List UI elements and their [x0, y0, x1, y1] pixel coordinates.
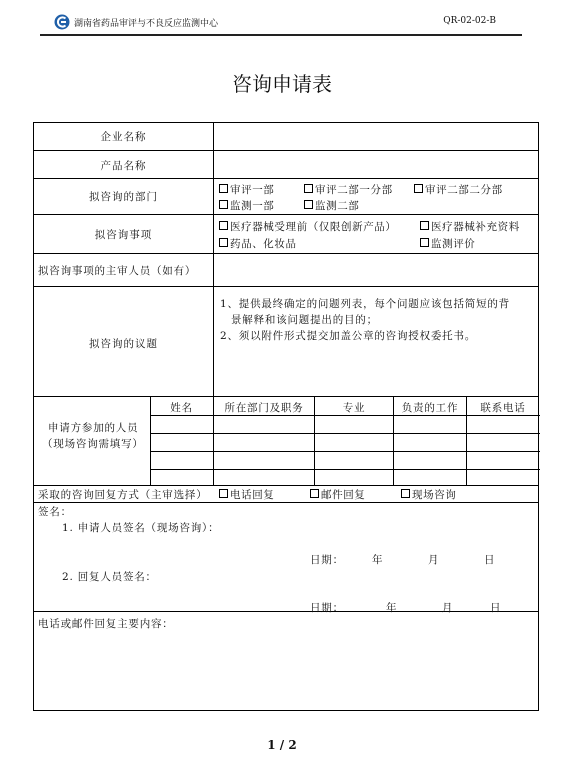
company-name-label: 企业名称: [100, 131, 147, 143]
reply-content-label: 电话或邮件回复主要内容：: [38, 618, 174, 630]
checkbox-matter-device-supp[interactable]: 医疗器械补充资料: [420, 219, 520, 234]
page-header: [40, 8, 522, 36]
participants-label: 申请方参加的人员: [48, 422, 139, 434]
date-label-1: 日期：: [310, 554, 344, 566]
department-label: 拟咨询的部门: [89, 191, 158, 203]
application-form: [33, 122, 539, 711]
col-header-name: 姓名: [170, 402, 193, 414]
checkbox-icon: [304, 184, 313, 193]
col-header-duty: 负责的工作: [401, 402, 459, 414]
checkbox-matter-drug[interactable]: 药品、化妆品: [219, 236, 297, 251]
page-title: 咨询申请表: [232, 72, 332, 96]
year-label-2: 年: [386, 602, 398, 614]
product-name-label: 产品名称: [100, 160, 147, 172]
col-header-dept: 所在部门及职务: [224, 402, 304, 414]
checkbox-dept-monitor1[interactable]: 监测一部: [219, 198, 274, 213]
logo-icon: [54, 14, 70, 30]
month-label-1: 月: [428, 554, 440, 566]
company-name-field[interactable]: [214, 124, 538, 149]
checkbox-matter-device-pre[interactable]: 医疗器械受理前（仅限创新产品）: [219, 219, 397, 234]
reviewer-label: 拟咨询事项的主审人员（如有）: [38, 265, 197, 277]
checkbox-icon: [420, 221, 429, 230]
checkbox-reply-phone[interactable]: 电话回复: [219, 487, 274, 502]
responder-signature-label: 2. 回复人员签名：: [62, 571, 157, 583]
checkbox-icon: [414, 184, 423, 193]
checkbox-icon: [219, 221, 228, 230]
checkbox-dept-monitor2[interactable]: 监测二部: [304, 198, 359, 213]
checkbox-icon: [219, 489, 228, 498]
applicant-signature-label: 1. 申请人员签名（现场咨询）：: [62, 522, 220, 534]
date-label-2: 日期：: [310, 602, 344, 614]
org-name: 湖南省药品审评与不良反应监测中心: [74, 19, 219, 29]
checkbox-icon: [401, 489, 410, 498]
reviewer-field[interactable]: [214, 255, 538, 285]
checkbox-dept-review1[interactable]: 审评一部: [219, 182, 274, 197]
checkbox-icon: [304, 200, 313, 209]
page-number: 1 / 2: [267, 738, 297, 752]
col-header-phone: 联系电话: [480, 402, 526, 414]
year-label-1: 年: [372, 554, 384, 566]
doc-code: QR-02-02-B: [443, 16, 496, 26]
participants-note: （现场咨询需填写）: [42, 438, 144, 450]
topic-note-1: 1、提供最终确定的问题列表，每个问题应该包括简短的背: [220, 298, 510, 310]
checkbox-reply-onsite[interactable]: 现场咨询: [401, 487, 456, 502]
checkbox-icon: [219, 238, 228, 247]
checkbox-icon: [219, 184, 228, 193]
topic-label: 拟咨询的议题: [89, 338, 158, 350]
day-label-2: 日: [490, 602, 502, 614]
checkbox-dept-review2-1[interactable]: 审评二部一分部: [304, 182, 393, 197]
month-label-2: 月: [442, 602, 454, 614]
matter-label: 拟咨询事项: [94, 229, 153, 241]
checkbox-matter-eval[interactable]: 监测评价: [420, 236, 475, 251]
checkbox-icon: [310, 489, 319, 498]
checkbox-icon: [420, 238, 429, 247]
col-header-major: 专业: [342, 402, 366, 414]
checkbox-reply-email[interactable]: 邮件回复: [310, 487, 365, 502]
checkbox-icon: [219, 200, 228, 209]
checkbox-dept-review2-2[interactable]: 审评二部二分部: [414, 182, 503, 197]
reply-method-label: 采取的咨询回复方式（主审选择）: [38, 489, 208, 501]
product-name-field[interactable]: [214, 152, 538, 177]
signature-label: 签名：: [38, 506, 72, 518]
topic-note-2: 2、须以附件形式提交加盖公章的咨询授权委托书。: [220, 330, 477, 342]
day-label-1: 日: [484, 554, 496, 566]
topic-note-1b: 景解释和该问题提出的目的；: [231, 314, 378, 326]
